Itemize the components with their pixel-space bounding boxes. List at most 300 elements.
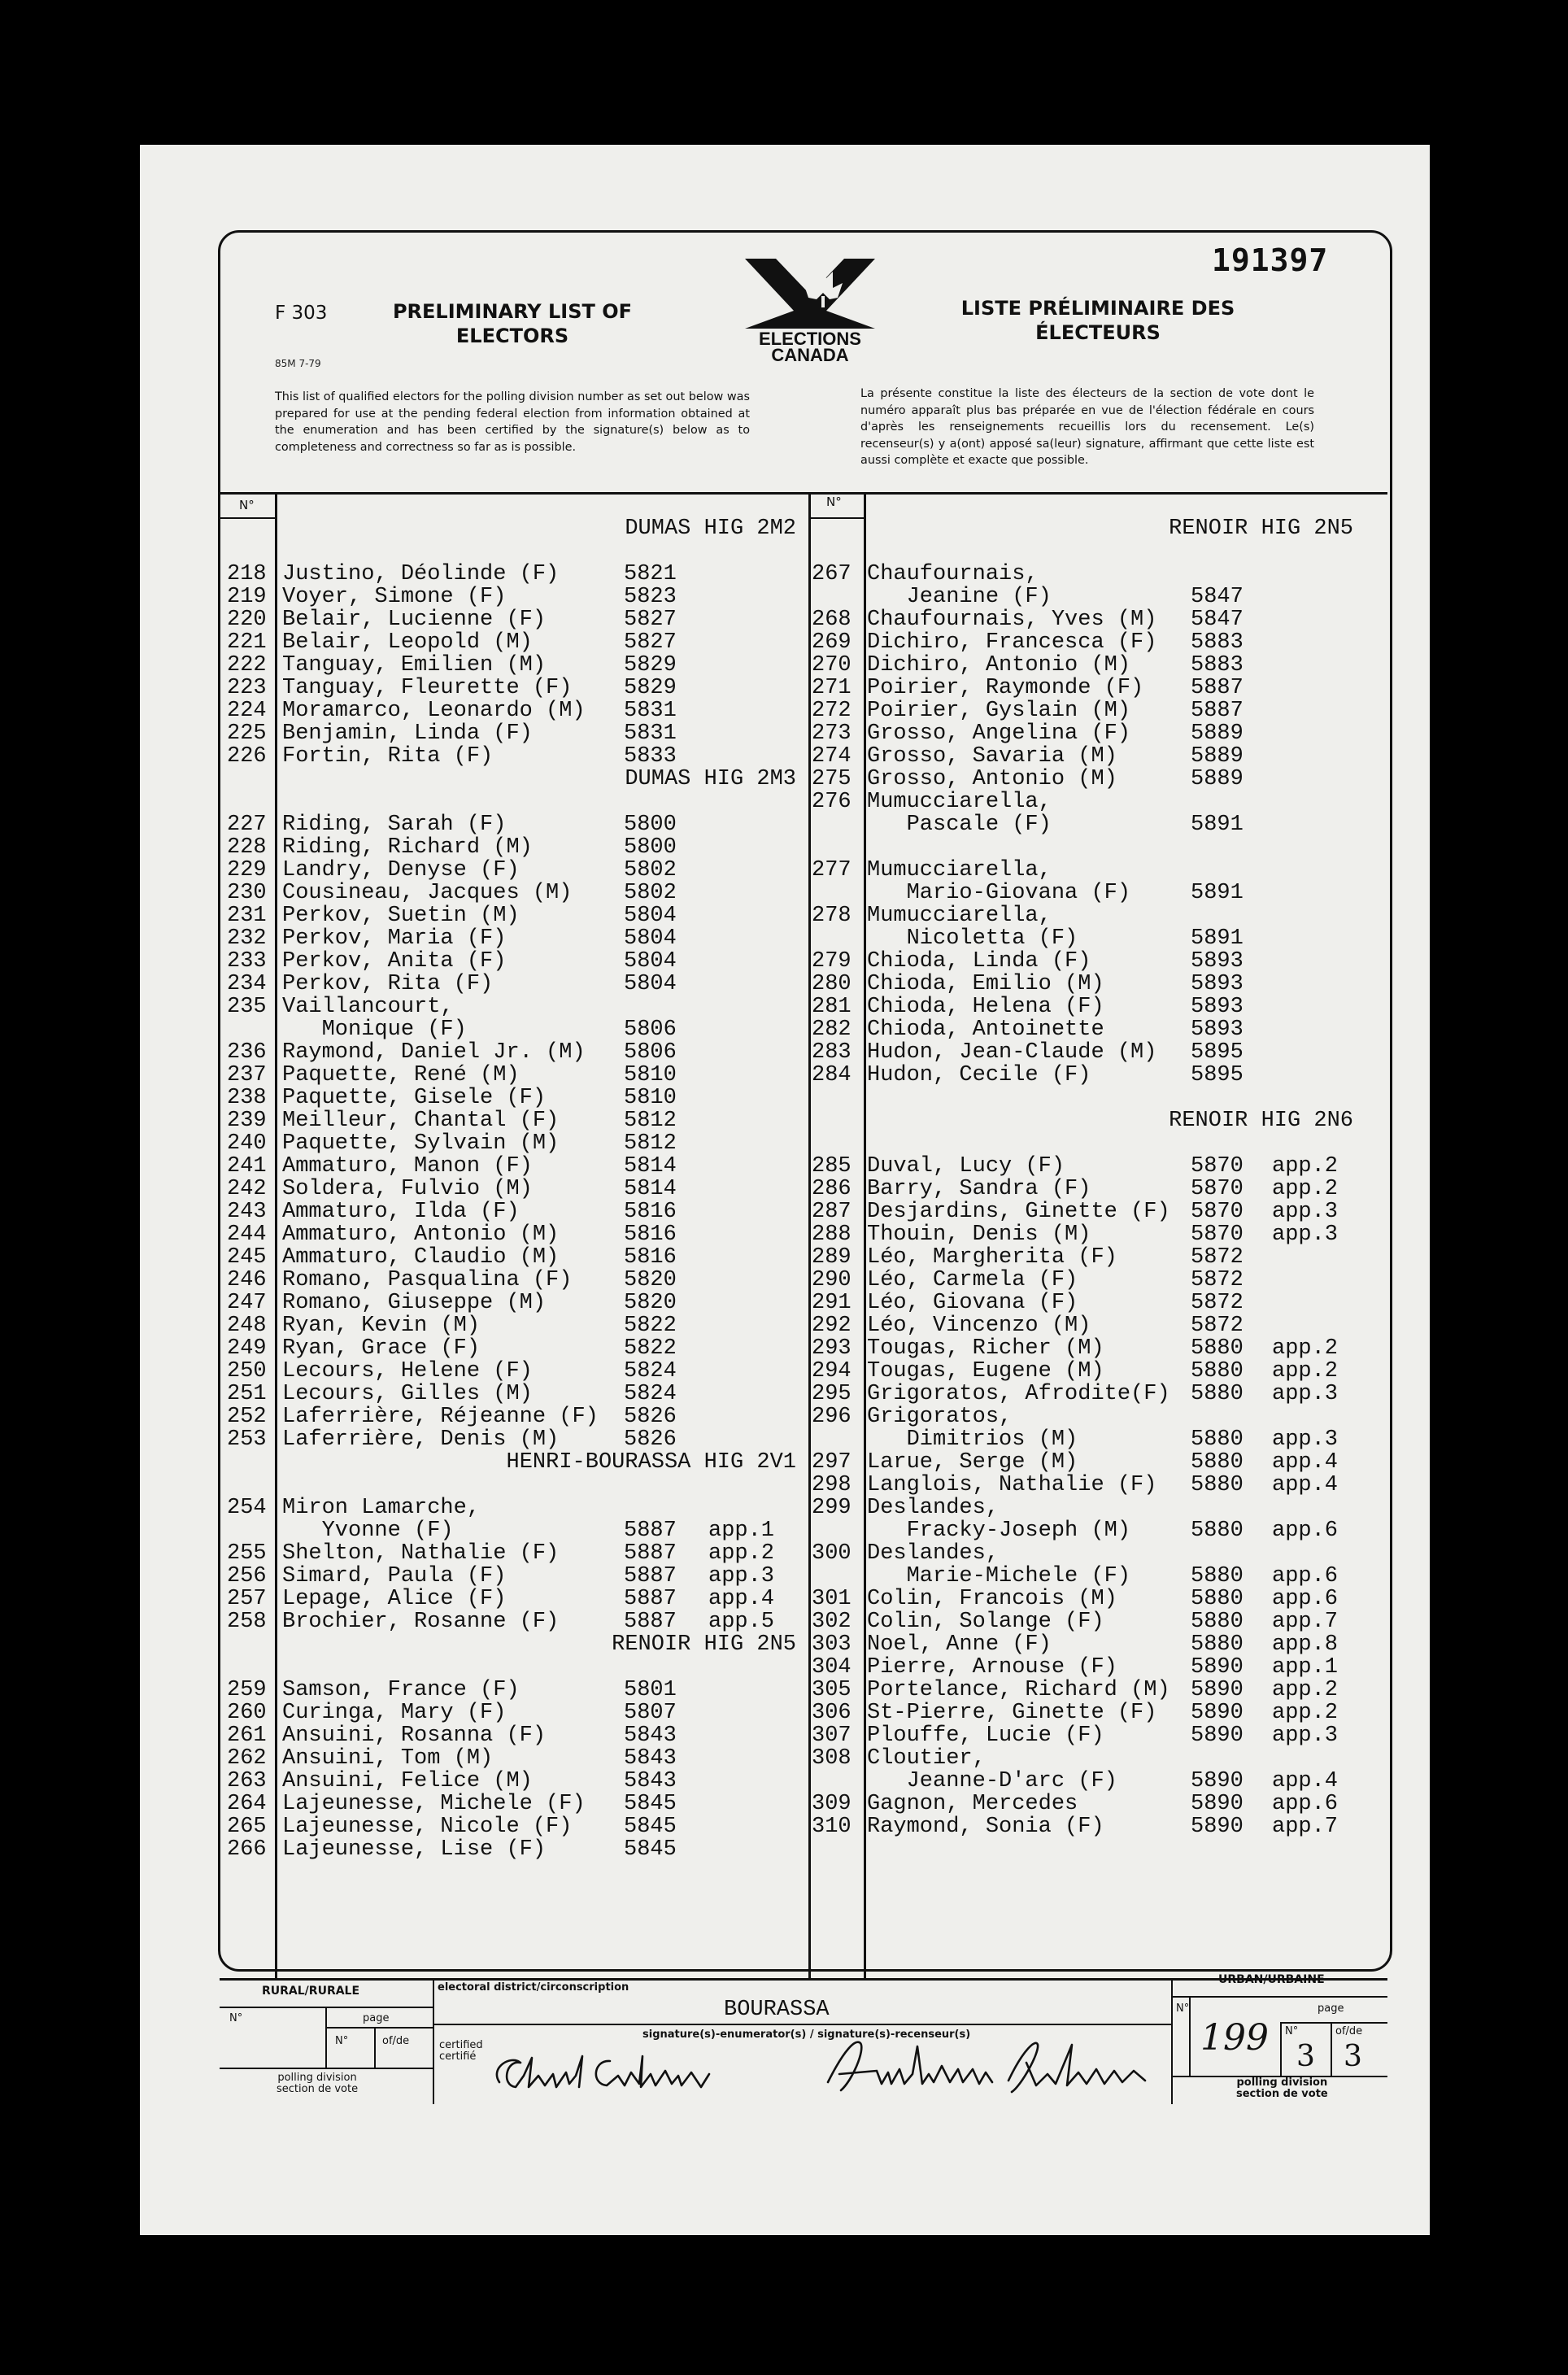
- elector-name: Poirier, Gyslain (M): [867, 699, 1131, 723]
- elector-name: Belair, Lucienne (F): [282, 608, 547, 632]
- elector-apartment: app.2: [1272, 1359, 1339, 1384]
- elector-address-number: 5887: [624, 1564, 677, 1588]
- elector-name: Gagnon, Mercedes: [867, 1792, 1078, 1816]
- elector-address-number: 5893: [1191, 1018, 1244, 1042]
- elector-name: Landry, Denyse (F): [282, 858, 520, 882]
- elector-name: Ansuini, Felice (M): [282, 1769, 533, 1793]
- elector-name: Monique (F): [282, 1018, 467, 1042]
- elector-name: Ammaturo, Manon (F): [282, 1154, 533, 1179]
- elector-address-number: 5870: [1191, 1222, 1244, 1247]
- elector-name: Belair, Leopold (M): [282, 630, 533, 655]
- elector-name: Pierre, Arnouse (F): [867, 1655, 1117, 1680]
- elector-address-number: 5880: [1191, 1359, 1244, 1384]
- elector-number: 289: [812, 1245, 852, 1270]
- elector-number: 232: [227, 926, 267, 951]
- elector-name: Perkov, Rita (F): [282, 972, 494, 996]
- elector-name: Deslandes,: [867, 1541, 1000, 1566]
- elector-address-number: 5895: [1191, 1040, 1244, 1065]
- elector-name: Vaillancourt,: [282, 995, 454, 1019]
- elector-number: 290: [812, 1268, 852, 1292]
- elector-number: 237: [227, 1063, 267, 1087]
- elector-address-number: 5820: [624, 1291, 677, 1315]
- elector-apartment: app.2: [1272, 1701, 1339, 1725]
- urban-divider-1: [1189, 1998, 1191, 2077]
- elector-address-number: 5812: [624, 1131, 677, 1156]
- elector-number: 234: [227, 972, 267, 996]
- elector-apartment: app.2: [1272, 1678, 1339, 1702]
- elector-name: Cousineau, Jacques (M): [282, 881, 573, 905]
- elector-number: 282: [812, 1018, 852, 1042]
- left-no-underline: [220, 517, 275, 519]
- elector-number: 262: [227, 1746, 267, 1771]
- elector-number: 307: [812, 1724, 852, 1748]
- elector-name: Mario-Giovana (F): [867, 881, 1131, 905]
- elector-name: Chioda, Emilio (M): [867, 972, 1104, 996]
- elector-name: Colin, Francois (M): [867, 1587, 1117, 1611]
- elector-name: Chioda, Helena (F): [867, 995, 1104, 1019]
- elector-address-number: 5887: [624, 1610, 677, 1634]
- svg-text:CANADA: CANADA: [771, 345, 849, 364]
- elector-apartment: app.1: [708, 1519, 775, 1543]
- signature-2: [820, 2033, 1171, 2108]
- signature-label: signature(s)-enumerator(s) / signature(s)-recenseur(s): [642, 2029, 971, 2041]
- elector-apartment: app.7: [1272, 1610, 1339, 1634]
- elector-name: Fracky-Joseph (M): [867, 1519, 1131, 1543]
- elector-number: 305: [812, 1678, 852, 1702]
- elector-number: 233: [227, 949, 267, 974]
- elector-apartment: app.4: [1272, 1473, 1339, 1497]
- elector-number: 280: [812, 972, 852, 996]
- elector-apartment: app.3: [1272, 1724, 1339, 1748]
- elector-number: 285: [812, 1154, 852, 1179]
- elector-name: Léo, Margherita (F): [867, 1245, 1117, 1270]
- rural-no-label: N°: [229, 2012, 243, 2024]
- elector-number: 230: [227, 881, 267, 905]
- elector-number: 308: [812, 1746, 852, 1771]
- district-value: BOURASSA: [724, 1998, 830, 2022]
- elector-name: Deslandes,: [867, 1496, 1000, 1520]
- elector-name: Jeanine (F): [867, 585, 1052, 609]
- title-fr-line1: LISTE PRÉLIMINAIRE DES: [960, 297, 1235, 320]
- elector-name: Lajeunesse, Michele (F): [282, 1792, 586, 1816]
- elector-number: 304: [812, 1655, 852, 1680]
- elector-name: Mumucciarella,: [867, 904, 1052, 928]
- elector-apartment: app.4: [708, 1587, 775, 1611]
- district-rule: [434, 2024, 1171, 2025]
- elector-number: 302: [812, 1610, 852, 1634]
- rural-divider-2: [374, 2027, 376, 2069]
- elector-address-number: 5880: [1191, 1564, 1244, 1588]
- elector-number: 296: [812, 1405, 852, 1429]
- elector-number: 218: [227, 562, 267, 586]
- elector-address-number: 5827: [624, 630, 677, 655]
- elector-address-number: 5820: [624, 1268, 677, 1292]
- elector-number: 261: [227, 1724, 267, 1748]
- elector-name: Lajeunesse, Lise (F): [282, 1837, 547, 1862]
- elector-name: Laferrière, Réjeanne (F): [282, 1405, 599, 1429]
- polling-number: 199: [1200, 2017, 1269, 2059]
- elector-address-number: 5804: [624, 972, 677, 996]
- elector-apartment: app.2: [1272, 1336, 1339, 1361]
- rural-polling-label: polling division section de vote: [277, 2072, 359, 2095]
- elector-address-number: 5883: [1191, 653, 1244, 678]
- elector-name: Ammaturo, Claudio (M): [282, 1245, 560, 1270]
- elector-name: Portelance, Richard (M): [867, 1678, 1170, 1702]
- elector-name: Lecours, Helene (F): [282, 1359, 533, 1384]
- elector-name: Langlois, Nathalie (F): [867, 1473, 1157, 1497]
- elector-address-number: 5807: [624, 1701, 677, 1725]
- urban-divider-3: [1331, 2022, 1332, 2077]
- serial-number: 191397: [1212, 242, 1329, 278]
- elector-number: 242: [227, 1177, 267, 1201]
- elector-name: Duval, Lucy (F): [867, 1154, 1065, 1179]
- elector-name: Ryan, Kevin (M): [282, 1314, 481, 1338]
- elector-name: Moramarco, Leonardo (M): [282, 699, 586, 723]
- elector-name: Hudon, Jean-Claude (M): [867, 1040, 1157, 1065]
- elector-name: Voyer, Simone (F): [282, 585, 507, 609]
- elector-address-number: 5816: [624, 1200, 677, 1224]
- elector-address-number: 5870: [1191, 1177, 1244, 1201]
- elector-address-number: 5872: [1191, 1268, 1244, 1292]
- elector-name: Grigoratos, Afrodite(F): [867, 1382, 1170, 1406]
- elector-apartment: app.3: [1272, 1382, 1339, 1406]
- elector-number: 253: [227, 1427, 267, 1452]
- elector-address-number: 5814: [624, 1154, 677, 1179]
- elector-number: 243: [227, 1200, 267, 1224]
- elector-apartment: app.8: [1272, 1632, 1339, 1657]
- elector-address-number: 5891: [1191, 926, 1244, 951]
- elector-name: Brochier, Rosanne (F): [282, 1610, 560, 1634]
- rural-rule-3: [325, 2027, 433, 2029]
- elector-name: Ryan, Grace (F): [282, 1336, 481, 1361]
- elector-name: Soldera, Fulvio (M): [282, 1177, 533, 1201]
- elector-number: 298: [812, 1473, 852, 1497]
- elector-address-number: 5827: [624, 608, 677, 632]
- rural-label: RURAL/RURALE: [262, 1985, 360, 1998]
- elector-address-number: 5890: [1191, 1724, 1244, 1748]
- elector-name: Poirier, Raymonde (F): [867, 676, 1144, 700]
- elector-name: Léo, Giovana (F): [867, 1291, 1078, 1315]
- elector-address-number: 5802: [624, 858, 677, 882]
- section-heading: DUMAS HIG 2M3: [625, 767, 796, 791]
- elector-name: Raymond, Daniel Jr. (M): [282, 1040, 586, 1065]
- elector-name: Miron Lamarche,: [282, 1496, 481, 1520]
- elector-name: Meilleur, Chantal (F): [282, 1109, 560, 1133]
- elector-name: Shelton, Nathalie (F): [282, 1541, 560, 1566]
- right-no-header: N°: [826, 495, 842, 509]
- form-number: F 303: [275, 303, 328, 324]
- elector-address-number: 5880: [1191, 1632, 1244, 1657]
- page-total: 3: [1344, 2040, 1362, 2073]
- section-heading: DUMAS HIG 2M2: [625, 516, 796, 541]
- elector-number: 241: [227, 1154, 267, 1179]
- title-en-line1: PRELIMINARY LIST OF: [392, 300, 633, 323]
- elector-number: 265: [227, 1815, 267, 1839]
- elector-apartment: app.3: [1272, 1222, 1339, 1247]
- elector-name: Dichiro, Antonio (M): [867, 653, 1131, 678]
- elector-name: Plouffe, Lucie (F): [867, 1724, 1104, 1748]
- elector-address-number: 5843: [624, 1769, 677, 1793]
- elector-number: 295: [812, 1382, 852, 1406]
- elector-apartment: app.2: [1272, 1177, 1339, 1201]
- elector-address-number: 5895: [1191, 1063, 1244, 1087]
- elector-address-number: 5883: [1191, 630, 1244, 655]
- elector-name: Riding, Sarah (F): [282, 813, 507, 837]
- elector-number: 248: [227, 1314, 267, 1338]
- elector-number: 306: [812, 1701, 852, 1725]
- elector-address-number: 5890: [1191, 1815, 1244, 1839]
- elector-number: 236: [227, 1040, 267, 1065]
- elector-address-number: 5887: [1191, 676, 1244, 700]
- elector-number: 240: [227, 1131, 267, 1156]
- elector-address-number: 5890: [1191, 1701, 1244, 1725]
- elector-address-number: 5845: [624, 1837, 677, 1862]
- elector-address-number: 5887: [624, 1541, 677, 1566]
- elector-number: 259: [227, 1678, 267, 1702]
- elector-number: 254: [227, 1496, 267, 1520]
- elector-name: Tanguay, Fleurette (F): [282, 676, 573, 700]
- elector-address-number: 5806: [624, 1018, 677, 1042]
- elector-address-number: 5831: [624, 699, 677, 723]
- elector-name: Paquette, Sylvain (M): [282, 1131, 560, 1156]
- footer-top-rule: [220, 1978, 1387, 1981]
- elector-address-number: 5814: [624, 1177, 677, 1201]
- elector-name: Yvonne (F): [282, 1519, 454, 1543]
- elector-number: 255: [227, 1541, 267, 1566]
- elector-address-number: 5890: [1191, 1792, 1244, 1816]
- elector-name: Tougas, Eugene (M): [867, 1359, 1104, 1384]
- elector-address-number: 5829: [624, 653, 677, 678]
- elector-address-number: 5880: [1191, 1427, 1244, 1452]
- elector-number: 278: [812, 904, 852, 928]
- elector-number: 223: [227, 676, 267, 700]
- elector-address-number: 5831: [624, 721, 677, 746]
- elector-address-number: 5880: [1191, 1610, 1244, 1634]
- elector-name: Ansuini, Tom (M): [282, 1746, 494, 1771]
- urban-divider-2: [1280, 2022, 1282, 2077]
- elector-number: 245: [227, 1245, 267, 1270]
- elector-apartment: app.6: [1272, 1587, 1339, 1611]
- urban-polling-label: polling division section de vote: [1236, 2076, 1328, 2100]
- elector-address-number: 5887: [624, 1587, 677, 1611]
- section-heading: RENOIR HIG 2N5: [1169, 516, 1353, 541]
- elector-address-number: 5822: [624, 1336, 677, 1361]
- elector-address-number: 5843: [624, 1724, 677, 1748]
- elector-number: 250: [227, 1359, 267, 1384]
- elector-number: 258: [227, 1610, 267, 1634]
- elector-number: 284: [812, 1063, 852, 1087]
- rural-page-label: page: [363, 2012, 390, 2024]
- elector-name: Nicoletta (F): [867, 926, 1078, 951]
- elector-name: Chioda, Linda (F): [867, 949, 1091, 974]
- elector-number: 239: [227, 1109, 267, 1133]
- elector-number: 224: [227, 699, 267, 723]
- elector-number: 281: [812, 995, 852, 1019]
- center-divider: [808, 493, 811, 1980]
- rural-divider-1: [325, 2007, 327, 2068]
- elector-address-number: 5821: [624, 562, 677, 586]
- elector-number: 291: [812, 1291, 852, 1315]
- elector-name: Léo, Vincenzo (M): [867, 1314, 1091, 1338]
- elector-address-number: 5870: [1191, 1200, 1244, 1224]
- elector-address-number: 5893: [1191, 972, 1244, 996]
- section-heading: RENOIR HIG 2N6: [1169, 1109, 1353, 1133]
- elector-number: 293: [812, 1336, 852, 1361]
- elector-number: 274: [812, 744, 852, 769]
- elector-name: Chaufournais, Yves (M): [867, 608, 1157, 632]
- elector-name: Lecours, Gilles (M): [282, 1382, 533, 1406]
- rural-right-border: [433, 1979, 434, 2104]
- elector-address-number: 5845: [624, 1815, 677, 1839]
- elector-address-number: 5887: [1191, 699, 1244, 723]
- section-heading: HENRI-BOURASSA HIG 2V1: [506, 1450, 796, 1475]
- elector-address-number: 5816: [624, 1222, 677, 1247]
- elector-name: Grigoratos,: [867, 1405, 1013, 1429]
- svg-text:ELECTIONS: ELECTIONS: [759, 329, 861, 349]
- elector-number: 225: [227, 721, 267, 746]
- urban-rule-2: [1280, 2022, 1387, 2024]
- elector-number: 266: [227, 1837, 267, 1862]
- title-french: [943, 296, 1252, 345]
- elector-address-number: 5847: [1191, 585, 1244, 609]
- elector-address-number: 5893: [1191, 949, 1244, 974]
- elector-apartment: app.3: [1272, 1427, 1339, 1452]
- elector-name: Ammaturo, Ilda (F): [282, 1200, 520, 1224]
- district-label: electoral district/circonscription: [438, 1981, 629, 1994]
- elector-number: 260: [227, 1701, 267, 1725]
- elector-name: Ansuini, Rosanna (F): [282, 1724, 547, 1748]
- elector-name: Perkov, Maria (F): [282, 926, 507, 951]
- elector-apartment: app.7: [1272, 1815, 1339, 1839]
- elector-name: Chioda, Antoinette: [867, 1018, 1104, 1042]
- elector-address-number: 5800: [624, 835, 677, 860]
- elector-apartment: app.6: [1272, 1519, 1339, 1543]
- left-no-header: N°: [239, 498, 255, 512]
- elector-name: Larue, Serge (M): [867, 1450, 1078, 1475]
- elector-number: 277: [812, 858, 852, 882]
- elector-number: 219: [227, 585, 267, 609]
- elector-name: Benjamin, Linda (F): [282, 721, 533, 746]
- elector-apartment: app.3: [708, 1564, 775, 1588]
- elector-address-number: 5880: [1191, 1473, 1244, 1497]
- elector-name: Romano, Pasqualina (F): [282, 1268, 573, 1292]
- title-english: [374, 299, 651, 348]
- elector-number: 297: [812, 1450, 852, 1475]
- elector-address-number: 5843: [624, 1746, 677, 1771]
- elector-address-number: 5880: [1191, 1450, 1244, 1475]
- elector-number: 272: [812, 699, 852, 723]
- elector-apartment: app.4: [1272, 1450, 1339, 1475]
- elector-address-number: 5872: [1191, 1291, 1244, 1315]
- elector-apartment: app.1: [1272, 1655, 1339, 1680]
- elector-number: 288: [812, 1222, 852, 1247]
- elector-number: 294: [812, 1359, 852, 1384]
- elector-address-number: 5845: [624, 1792, 677, 1816]
- elector-address-number: 5804: [624, 926, 677, 951]
- left-number-divider: [275, 493, 277, 1980]
- elector-address-number: 5802: [624, 881, 677, 905]
- elector-address-number: 5847: [1191, 608, 1244, 632]
- urban-label: URBAN/URBAINE: [1218, 1973, 1325, 1986]
- elector-number: 252: [227, 1405, 267, 1429]
- table-top-rule: [220, 492, 1387, 495]
- elector-name: Grosso, Angelina (F): [867, 721, 1131, 746]
- section-heading: RENOIR HIG 2N5: [612, 1632, 796, 1657]
- elector-address-number: 5801: [624, 1678, 677, 1702]
- elector-name: Riding, Richard (M): [282, 835, 533, 860]
- elector-number: 221: [227, 630, 267, 655]
- elector-address-number: 5891: [1191, 881, 1244, 905]
- elector-number: 279: [812, 949, 852, 974]
- print-code: 85M 7-79: [275, 358, 321, 369]
- elector-address-number: 5889: [1191, 721, 1244, 746]
- elector-name: Mumucciarella,: [867, 790, 1052, 814]
- elector-name: Lepage, Alice (F): [282, 1587, 507, 1611]
- elector-apartment: app.2: [1272, 1154, 1339, 1179]
- elector-name: Mumucciarella,: [867, 858, 1052, 882]
- elector-apartment: app.3: [1272, 1200, 1339, 1224]
- elector-name: Ammaturo, Antonio (M): [282, 1222, 560, 1247]
- elector-address-number: 5824: [624, 1359, 677, 1384]
- elector-number: 300: [812, 1541, 852, 1566]
- elector-address-number: 5810: [624, 1063, 677, 1087]
- elector-name: Paquette, René (M): [282, 1063, 520, 1087]
- elector-number: 231: [227, 904, 267, 928]
- elector-name: St-Pierre, Ginette (F): [867, 1701, 1157, 1725]
- elector-apartment: app.2: [708, 1541, 775, 1566]
- elector-number: 226: [227, 744, 267, 769]
- elector-number: 303: [812, 1632, 852, 1657]
- elector-address-number: 5800: [624, 813, 677, 837]
- elector-name: Fortin, Rita (F): [282, 744, 494, 769]
- elector-number: 309: [812, 1792, 852, 1816]
- elector-number: 222: [227, 653, 267, 678]
- elector-number: 276: [812, 790, 852, 814]
- rural-of-label: of/de: [382, 2035, 410, 2047]
- elector-name: Grosso, Antonio (M): [867, 767, 1117, 791]
- notice-french: La présente constitue la liste des électeurs de la section de vote dont le numéro apparaît plus bas préparée en vue de l'élection fédérale en cours d'après les renseignements recueillis lors du recensement. Le(s) recenseur(s) y a(ont) apposé sa(leur) signature, affirmant que cette liste est aussi complète et exacte que possible.: [860, 387, 1314, 467]
- elector-number: 235: [227, 995, 267, 1019]
- elector-name: Dichiro, Francesca (F): [867, 630, 1157, 655]
- elector-number: 246: [227, 1268, 267, 1292]
- elector-name: Dimitrios (M): [867, 1427, 1078, 1452]
- elector-name: Hudon, Cecile (F): [867, 1063, 1091, 1087]
- urban-no-label: N°: [1176, 2002, 1190, 2015]
- elector-address-number: 5824: [624, 1382, 677, 1406]
- elector-number: 227: [227, 813, 267, 837]
- elector-address-number: 5816: [624, 1245, 677, 1270]
- elector-number: 251: [227, 1382, 267, 1406]
- elector-name: Grosso, Savaria (M): [867, 744, 1117, 769]
- elector-number: 301: [812, 1587, 852, 1611]
- elector-number: 220: [227, 608, 267, 632]
- elector-address-number: 5880: [1191, 1382, 1244, 1406]
- elector-address-number: 5890: [1191, 1769, 1244, 1793]
- elector-name: Curinga, Mary (F): [282, 1701, 507, 1725]
- elector-address-number: 5880: [1191, 1587, 1244, 1611]
- elector-name: Paquette, Gisele (F): [282, 1086, 547, 1110]
- elector-number: 270: [812, 653, 852, 678]
- elector-address-number: 5804: [624, 904, 677, 928]
- elector-address-number: 5833: [624, 744, 677, 769]
- elector-address-number: 5880: [1191, 1336, 1244, 1361]
- elector-apartment: app.5: [708, 1610, 775, 1634]
- elector-name: Simard, Paula (F): [282, 1564, 507, 1588]
- elector-number: 268: [812, 608, 852, 632]
- elector-number: 263: [227, 1769, 267, 1793]
- elector-address-number: 5870: [1191, 1154, 1244, 1179]
- elector-number: 257: [227, 1587, 267, 1611]
